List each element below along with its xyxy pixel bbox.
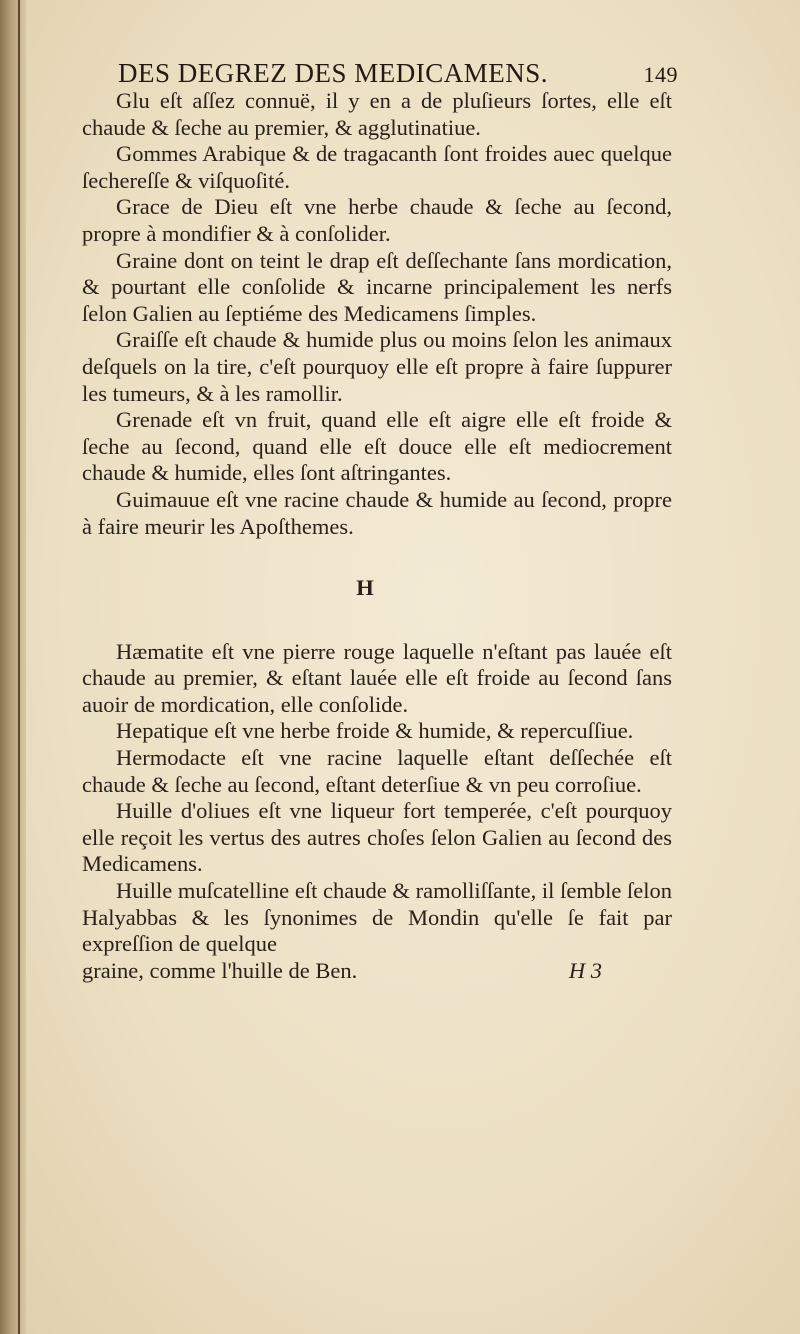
running-title: DES DEGREZ DES MEDICAMENS. — [118, 58, 549, 88]
paragraph-hepatique: Hepatique eſt vne herbe froide & humide, & repercuſſiue. — [116, 718, 634, 744]
signature-mark: H 3 — [568, 957, 602, 983]
paragraph-glu: Glu eſt aſſez connuë, il y en a de pluſieurs ſortes, elle eſt chaude & ſeche au premier, & agglutinatiue. — [82, 88, 672, 140]
paragraph-grenade: Grenade eſt vn fruit, quand elle eſt aigre elle eſt froide & ſeche au ſecond, quand elle eſt douce elle eſt mediocrement chaude & humide, elles ſont aſtringantes. — [82, 407, 672, 486]
text-block — [82, 88, 672, 984]
page-number: 149 — [643, 62, 678, 87]
paragraph-grace-de-dieu: Grace de Dieu eſt vne herbe chaude & ſeche au ſecond, propre à mondifier & à conſolider. — [82, 194, 672, 246]
paragraph-graisse: Graiſſe eſt chaude & humide plus ou moins ſelon les animaux deſquels on la tire, c'eſt pourquoy elle eſt propre à faire ſuppurer les tumeurs, & à les ramollir. — [82, 327, 672, 406]
paragraph-huille-muscatelline: Huille muſcatelline eſt chaude & ramolliſſante, il ſemble ſelon Halyabbas & les ſynonimes de Mondin qu'elle ſe fait par expreſſion de quelque — [82, 878, 672, 957]
binding-gutter — [0, 0, 26, 1334]
paragraph-gommes: Gommes Arabique & de tragacanth ſont froides auec quelque ſechereſſe & viſquoſité. — [82, 141, 672, 193]
page-foot — [82, 958, 672, 985]
paragraph-guimauue: Guimauue eſt vne racine chaude & humide au ſecond, propre à faire meurir les Apoſthemes. — [82, 486, 672, 539]
paragraph-haematite: Hæmatite eſt vne pierre rouge laquelle n'eſtant pas lauée eſt chaude au premier, & eſtant lauée elle eſt froide au ſecond ſans auoir de mordication, elle conſolide. — [82, 638, 672, 717]
section-heading-h: H — [356, 575, 374, 601]
binding-edge — [18, 0, 20, 1334]
running-head — [118, 58, 678, 89]
last-line: graine, comme l'huille de Ben. — [82, 957, 358, 983]
paragraph-graine: Graine dont on teint le drap eſt deſſechante ſans mordication, & pourtant elle conſolide & incarne principalement les nerfs ſelon Galien au ſeptiéme des Medicamens ſimples. — [82, 247, 672, 326]
paragraph-hermodacte: Hermodacte eſt vne racine laquelle eſtant deſſechée eſt chaude & ſeche au ſecond, eſtant deterſiue & vn peu corroſiue. — [82, 745, 672, 797]
paragraph-huille-doliues: Huille d'oliues eſt vne liqueur fort temperée, c'eſt pourquoy elle reçoit les vertus des autres choſes ſelon Galien au ſecond des Medicamens. — [82, 798, 672, 877]
